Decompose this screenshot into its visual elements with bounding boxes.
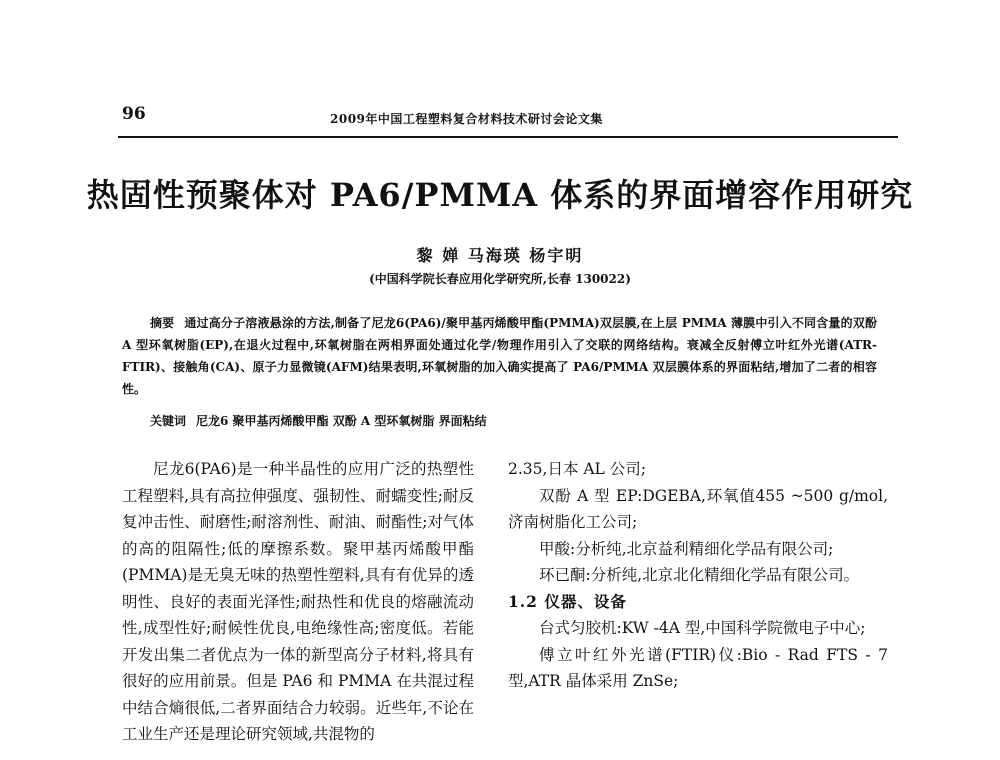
abstract xyxy=(122,312,877,400)
header-rule xyxy=(118,136,898,138)
instrument-spin-coater: 台式匀胶机:KW -4A 型,中国科学院微电子中心; xyxy=(539,619,866,637)
keywords-label: 关键词 xyxy=(150,414,187,428)
material-cyclohexanone: 环已酮:分析纯,北京北化精细化学品有限公司。 xyxy=(539,566,860,584)
material-ep: 双酚 A 型 EP:DGEBA,环氧值455 ~500 g/mol,济南树脂化工公司; xyxy=(508,486,888,531)
keywords-text: 尼龙6 聚甲基丙烯酸甲酯 双酚 A 型环氧树脂 界面粘结 xyxy=(196,414,487,428)
section-heading-instruments: 1.2 仪器、设备 xyxy=(508,591,627,611)
page-number: 96 xyxy=(122,104,146,124)
article-authors: 黎 婵 马海瑛 杨宇明 xyxy=(416,246,584,265)
intro-paragraph: 尼龙6(PA6)是一种半晶性的应用广泛的热塑性工程塑料,具有高拉伸强度、强韧性、耐蠕变性;耐反复冲击性、耐磨性;耐溶剂性、耐油、耐酯性;对气体的高的阻隔性;低的摩擦系数。聚甲基丙烯酸甲酯(PMMA)是无臭无味的热塑性塑料,具有有优异的透明性、良好的表面光泽性;耐热性和优良的熔融流动性,成型性好;耐候性优良,电绝缘性高;密度低。若能开发出集二者优点为一体的新型高分子材料,将具有很好的应用前景。但是 PA6 和 PMMA 在共混过程中结合熵很低,二者界面结合力较弱。近些年,不论在工业生产还是理论研究领域,共混物的 xyxy=(122,460,474,743)
abstract-label: 摘要 xyxy=(150,316,175,330)
body-right-column xyxy=(508,456,888,695)
instrument-ftir: 傅立叶红外光谱(FTIR)仪:Bio - Rad FTS - 7型,ATR 晶体采用 ZnSe; xyxy=(508,645,888,690)
abstract-text: 通过高分子溶液悬涂的方法,制备了尼龙6(PA6)/聚甲基丙烯酸甲酯(PMMA)双层膜,在上层 PMMA 薄膜中引入不同含量的双酚 A 型环氧树脂(EP),在退火过程中,环氧树脂在两相界面处通过化学/物理作用引入了交联的网络结构。衰减全反射傅立叶红外光谱(ATR-FTIR)、接触角(CA)、原子力显微镜(AFM)结果表明,环氧树脂的加入确实提高了 PA6/PMMA 双层膜体系的界面粘结,增加了二者的相容性。 xyxy=(122,316,877,396)
material-formic-acid: 甲酸:分析纯,北京益利精细化学品有限公司; xyxy=(539,539,834,558)
article-affiliation: (中国科学院长春应用化学研究所,长春 130022) xyxy=(369,272,631,286)
keywords xyxy=(150,412,890,429)
material-line-continued: 2.35,日本 AL 公司; xyxy=(508,460,647,478)
running-header: 2009年中国工程塑料复合材料技术研讨会论文集 xyxy=(330,112,603,126)
article-title: 热固性预聚体对 PA6/PMMA 体系的界面增容作用研究 xyxy=(86,176,914,214)
body-left-column xyxy=(122,456,474,748)
